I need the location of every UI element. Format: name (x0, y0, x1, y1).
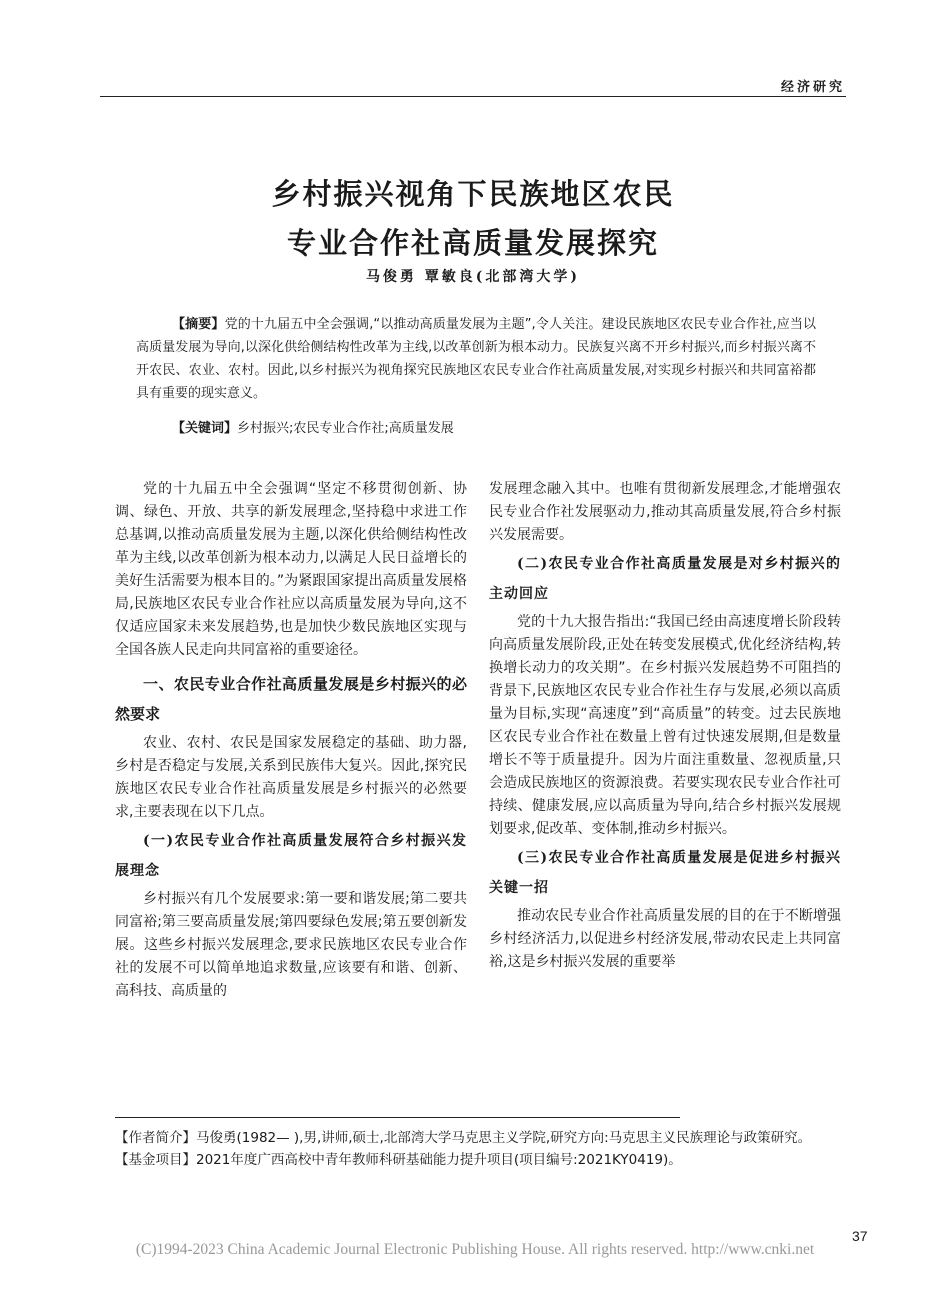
subsection-3-heading: (三)农民专业合作社高质量发展是促进乡村振兴关键一招 (489, 850, 841, 896)
header-rule (100, 96, 846, 97)
subsection-1-paragraph: 乡村振兴有几个发展要求:第一要和谐发展;第二要共同富裕;第三要高质量发展;第四要绿色发展;第五要创新发展。这些乡村振兴发展理念,要求民族地区农民专业合作社的发展不可以简单地追求数量,应该要有和谐、创新、高科技、高质量的 (115, 891, 467, 999)
copyright-notice: (C)1994-2023 China Academic Journal Electronic Publishing House. All rights reserved. http://www.cnki.net (135, 1241, 815, 1258)
footnotes (115, 1127, 845, 1171)
page-number: 37 (852, 1228, 868, 1244)
running-head-section: 经济研究 (780, 80, 845, 95)
subsection-2-heading: (二)农民专业合作社高质量发展是对乡村振兴的主动回应 (489, 556, 841, 602)
authors: 马俊勇 覃敏良(北部湾大学) (365, 269, 581, 285)
subsection-2-paragraph: 党的十九大报告指出:“我国已经由高速度增长阶段转向高质量发展阶段,正处在转变发展模式,优化经济结构,转换增长动力的攻关期”。在乡村振兴发展趋势不可阻挡的背景下,民族地区农民专业合作社生存与发展,必须以高质量为目标,实现“高速度”到“高质量”的转变。过去民族地区农民专业合作社在数量上曾有过快速发展期,但是数量增长不等于质量提升。因为片面注重数量、忽视质量,只会造成民族地区的资源浪费。若要实现农民专业合作社可持续、健康发展,应以高质量为导向,结合乡村振兴发展规划要求,促改革、变体制,推动乡村振兴。 (489, 614, 841, 837)
abstract-label: 【摘要】 (172, 317, 225, 332)
keywords (172, 417, 454, 436)
intro-paragraph: 党的十九届五中全会强调“坚定不移贯彻创新、协调、绿色、开放、共享的新发展理念,坚持稳中求进工作总基调,以推动高质量发展为主题,以深化供给侧结构性改革为主线,以改革创新为根本动力,以满足人民日益增长的美好生活需要为根本目的。”为紧跟国家提出高质量发展格局,民族地区农民专业合作社应以高质量发展为导向,这不仅适应国家未来发展趋势,也是加快少数民族地区实现与全国各族人民走向共同富裕的重要途径。 (115, 481, 467, 658)
keywords-text: 乡村振兴;农民专业合作社;高质量发展 (237, 421, 454, 436)
subsection-3-paragraph: 推动农民专业合作社高质量发展的目的在于不断增强乡村经济活力,以促进乡村经济发展,带动农民走上共同富裕,这是乡村振兴发展的重要举 (489, 908, 841, 970)
body-column-left (115, 478, 467, 1003)
abstract (136, 313, 816, 405)
subsection-1-heading: (一)农民专业合作社高质量发展符合乡村振兴发展理念 (115, 833, 467, 879)
keywords-label: 【关键词】 (172, 421, 238, 436)
section-1-heading: 一、农民专业合作社高质量发展是乡村振兴的必然要求 (115, 675, 467, 723)
abstract-text: 党的十九届五中全会强调,“以推动高质量发展为主题”,令人关注。建设民族地区农民专业合作社,应当以高质量发展为导向,以深化供给侧结构性改革为主线,以改革创新为根本动力。民族复兴离不开乡村振兴,而乡村振兴离不开农民、农业、农村。因此,以乡村振兴为视角探究民族地区农民专业合作社高质量发展,对实现乡村振兴和共同富裕都具有重要的现实意义。 (136, 317, 816, 401)
author-bio-footnote: 【作者简介】马俊勇(1982— ),男,讲师,硕士,北部湾大学马克思主义学院,研究方向:马克思主义民族理论与政策研究。 (115, 1130, 812, 1146)
article-title-line-2: 专业合作社高质量发展探究 (286, 226, 659, 260)
section-1-paragraph: 农业、农村、农民是国家发展稳定的基础、助力器,乡村是否稳定与发展,关系到民族伟大复兴。因此,探究民族地区农民专业合作社高质量发展是乡村振兴的必然要求,主要表现在以下几点。 (115, 735, 467, 820)
footnote-rule (115, 1117, 680, 1118)
funding-footnote: 【基金项目】2021年度广西高校中青年教师科研基础能力提升项目(项目编号:2021KY0419)。 (115, 1152, 682, 1168)
body-column-right (489, 478, 841, 974)
article-title-line-1: 乡村振兴视角下民族地区农民 (271, 177, 675, 211)
subsection-1-paragraph-continued: 发展理念融入其中。也唯有贯彻新发展理念,才能增强农民专业合作社发展驱动力,推动其高质量发展,符合乡村振兴发展需要。 (489, 481, 841, 543)
